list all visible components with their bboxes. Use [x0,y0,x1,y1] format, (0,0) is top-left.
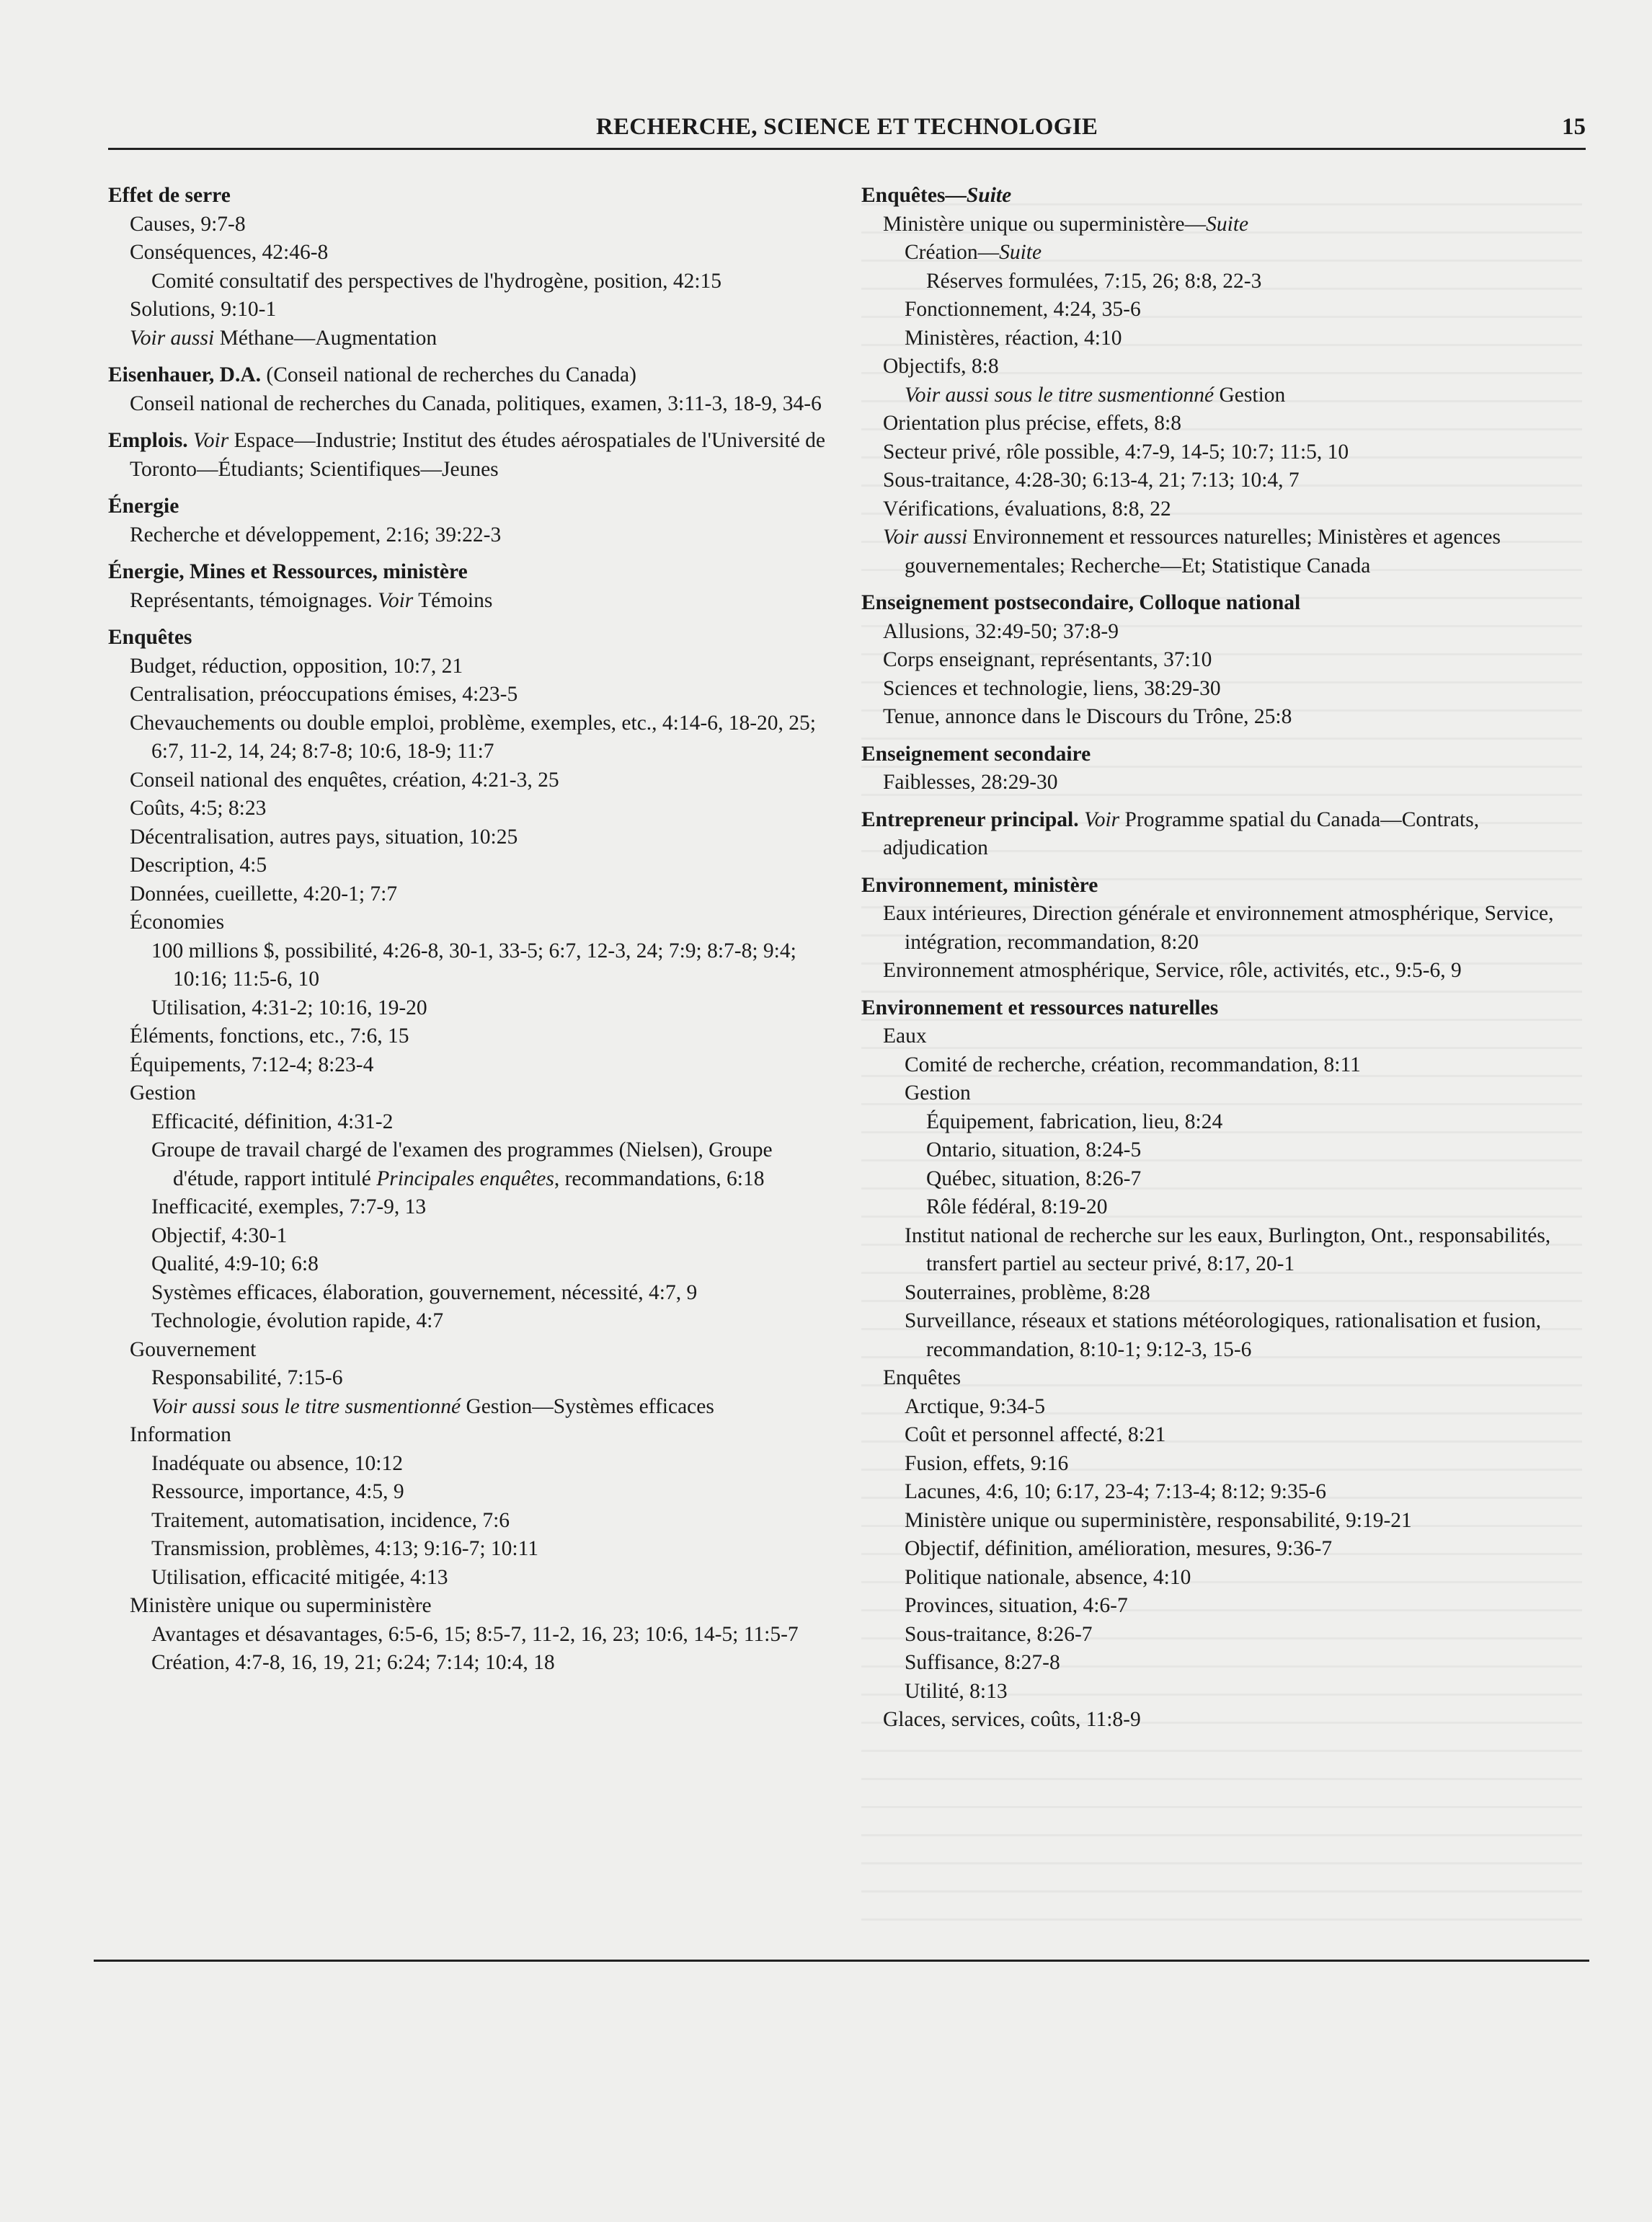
index-subentry-level-2 [861,1393,1589,1422]
footer-rule [94,1960,1589,1962]
heading-text: Enseignement postsecondaire, Colloque national [861,591,1301,614]
index-subentry-level-3 [861,1136,1589,1165]
index-subentry-level-1 [861,769,1589,797]
subentry-text: Décentralisation, autres pays, situation, 10:25 [130,825,518,849]
running-header [108,108,1586,151]
index-subentry-level-1 [108,324,829,353]
index-subentry-level-1 [108,880,829,909]
subentry-text: 100 millions $, possibilité, 4:26-8, 30-1, 33-5; 6:7, 12-3, 24; 7:9; 8:7-8; 9:4; 10:16; 11:5-6, 10 [151,939,796,991]
index-subentry-level-1 [861,675,1589,704]
index-subentry-level-1 [108,1336,829,1365]
subentry-text: Institut national de recherche sur les eaux, Burlington, Ont., responsabilités, transfert partiel au secteur privé, 8:17, 20-1 [905,1223,1551,1275]
subentry-text: Utilité, 8:13 [905,1679,1008,1703]
heading-text: Eisenhauer, D.A. [108,363,262,386]
index-subentry-level-1 [108,1421,829,1450]
heading-text: Enseignement secondaire [861,742,1091,766]
subentry-text: Fonctionnement, 4:24, 35-6 [905,298,1141,321]
index-subentry-level-1 [108,851,829,880]
subentry-text-tail: , recommandations, 6:18 [554,1167,765,1190]
index-subentry-level-1 [108,239,829,267]
index-subentry-level-1 [861,523,1589,580]
see-also-label: Voir aussi sous le titre susmentionné [905,383,1214,407]
index-column-left [108,182,829,1678]
subentry-text: Souterraines, problème, 8:28 [905,1280,1150,1304]
index-subentry-level-2 [108,937,829,994]
index-heading [108,558,829,587]
subentry-text: Inadéquate ou absence, 10:12 [151,1451,403,1475]
subentry-text: Glaces, services, coûts, 11:8-9 [883,1708,1141,1731]
subentry-text: Transmission, problèmes, 4:13; 9:16-7; 10:11 [151,1537,539,1560]
subentry-text: Gouvernement [130,1337,257,1361]
subentry-text: Arctique, 9:34-5 [905,1394,1045,1418]
index-subentry-level-1 [861,353,1589,381]
subentry-text: Ontario, situation, 8:24-5 [926,1138,1142,1161]
index-subentry-level-1 [108,1051,829,1080]
subentry-text: Gestion [905,1081,971,1105]
index-subentry-level-1 [108,766,829,795]
index-subentry-level-1 [861,1706,1589,1735]
subentry-text: Économies [130,911,225,934]
see-reference-label: Voir [193,429,229,452]
heading-text: Entrepreneur principal. [861,807,1079,831]
index-subentry-level-2 [108,1450,829,1479]
index-heading [861,994,1589,1023]
index-heading [861,589,1589,618]
index-subentry-level-2 [861,1535,1589,1564]
index-column-right [861,182,1589,1735]
index-subentry-level-2 [108,1364,829,1393]
subentry-text: Ministère unique ou superministère, responsabilité, 9:19-21 [905,1508,1412,1532]
subentry-text: Données, cueillette, 4:20-1; 7:7 [130,882,398,906]
index-subentry-level-1 [108,652,829,681]
index-subentry-level-2 [108,1222,829,1251]
index-subentry-level-1 [861,618,1589,647]
index-subentry-level-2 [861,1478,1589,1507]
see-also-label: Voir aussi [130,326,215,350]
subentry-text: Éléments, fonctions, etc., 7:6, 15 [130,1024,409,1048]
subentry-text: Politique nationale, absence, 4:10 [905,1565,1191,1589]
see-also-target: Gestion—Systèmes efficaces [461,1394,714,1418]
subentry-text: Ressource, importance, 4:5, 9 [151,1480,404,1503]
heading-qualifier: (Conseil national de recherches du Canada) [261,363,636,386]
subentry-text: Objectifs, 8:8 [883,355,999,378]
subentry-text: Efficacité, définition, 4:31-2 [151,1110,394,1133]
subentry-text: Surveillance, réseaux et stations météorologiques, rationalisation et fusion, recommandation, 8:10-1; 9:12-3, 15-6 [905,1309,1542,1361]
subentry-text: Objectif, définition, amélioration, mesures, 9:36-7 [905,1537,1333,1560]
index-subentry-level-2 [108,1193,829,1222]
subentry-text: Eaux [883,1024,927,1048]
subentry-text: Description, 4:5 [130,854,267,877]
see-reference-label: Voir [1083,807,1120,831]
index-subentry-level-2 [861,239,1589,267]
see-also-target: Environnement et ressources naturelles; Ministères et agences gouvernementales; Recherche—Et; Statistique Canada [905,526,1501,577]
subentry-text: Qualité, 4:9-10; 6:8 [151,1252,319,1275]
index-subentry-level-3 [861,1165,1589,1194]
index-subentry-level-1 [108,1592,829,1621]
subentry-text: Sciences et technologie, liens, 38:29-30 [883,676,1221,700]
index-subentry-level-1 [861,410,1589,438]
index-subentry-level-2 [861,1507,1589,1536]
subentry-text: Solutions, 9:10-1 [130,298,277,321]
heading-text: Enquêtes [108,626,192,649]
index-subentry-level-1 [861,703,1589,732]
heading-text: Énergie [108,495,179,518]
index-subentry-level-2 [861,1564,1589,1593]
subentry-text: Responsabilité, 7:15-6 [151,1366,343,1389]
index-subentry-level-1 [861,466,1589,495]
index-subentry-level-2 [861,296,1589,324]
subentry-text: Objectif, 4:30-1 [151,1223,288,1247]
index-subentry-level-1 [861,1022,1589,1051]
index-subentry-level-2 [861,1079,1589,1108]
index-subentry-level-2 [108,994,829,1023]
subentry-text: Ministères, réaction, 4:10 [905,326,1122,350]
subentry-text: Coûts, 4:5; 8:23 [130,797,267,820]
subentry-text: Allusions, 32:49-50; 37:8-9 [883,619,1119,643]
index-subentry-level-1 [108,681,829,709]
index-subentry-level-2 [108,1535,829,1564]
index-heading [108,182,829,211]
index-subentry-level-1 [108,211,829,239]
subentry-text: Comité de recherche, création, recommandation, 8:11 [905,1053,1361,1076]
index-subentry-level-3 [861,1193,1589,1222]
index-subentry-level-2 [108,1621,829,1650]
subentry-text: Québec, situation, 8:26-7 [926,1167,1142,1190]
subentry-text: Provinces, situation, 4:6-7 [905,1594,1128,1617]
see-reference-target: Témoins [413,588,493,612]
see-also-target: Gestion [1214,383,1286,407]
index-subentry-level-2 [108,1279,829,1308]
subentry-text: Comité consultatif des perspectives de l'hydrogène, position, 42:15 [151,269,722,293]
subentry-text: Traitement, automatisation, incidence, 7:6 [151,1508,510,1532]
index-subentry-level-1 [108,296,829,324]
page-number: 15 [1562,114,1586,140]
subentry-text: Sous-traitance, 8:26-7 [905,1622,1093,1646]
index-heading [108,624,829,652]
index-subentry-level-2 [108,1393,829,1422]
subentry-text: Création— [905,241,1000,264]
index-subentry-level-1 [861,646,1589,675]
subentry-text: Faiblesses, 28:29-30 [883,771,1058,794]
subentry-text: Information [130,1423,231,1446]
index-subentry-level-1 [861,1364,1589,1393]
index-subentry-level-3 [861,267,1589,296]
subentry-text: Inefficacité, exemples, 7:7-9, 13 [151,1195,427,1218]
subentry-text: Création, 4:7-8, 16, 19, 21; 6:24; 7:14; 10:4, 18 [151,1651,555,1674]
index-subentry-level-2 [861,1222,1589,1279]
subentry-text: Ministère unique ou superministère [130,1594,432,1617]
index-subentry-level-1 [108,390,829,419]
index-subentry-level-2 [108,1108,829,1137]
index-subentry-level-2 [861,1307,1589,1364]
index-subentry-level-2 [861,1649,1589,1678]
index-subentry-level-2 [861,1592,1589,1621]
see-reference-label: Voir [378,588,414,612]
index-subentry-level-1 [108,823,829,852]
index-subentry-level-1 [861,211,1589,239]
subentry-text: Équipement, fabrication, lieu, 8:24 [926,1110,1223,1133]
subentry-suite: Suite [999,241,1042,264]
index-subentry-level-1 [861,957,1589,986]
index-heading [861,806,1589,863]
index-subentry-level-2 [108,1507,829,1536]
subentry-text: Utilisation, efficacité mitigée, 4:13 [151,1565,448,1589]
subentry-text: Gestion [130,1081,196,1105]
subentry-text: Fusion, effets, 9:16 [905,1451,1069,1475]
heading-text: Emplois. [108,429,188,452]
index-subentry-level-2 [861,1051,1589,1080]
index-subentry-level-3 [861,1108,1589,1137]
header-rule [108,148,1586,150]
subentry-text: Ministère unique ou superministère— [883,212,1207,236]
subentry-text: Budget, réduction, opposition, 10:7, 21 [130,654,463,678]
subentry-suite: Suite [1206,212,1249,236]
index-subentry-level-2 [108,1478,829,1507]
subentry-text: Réserves formulées, 7:15, 26; 8:8, 22-3 [926,269,1262,293]
subentry-text: Secteur privé, rôle possible, 4:7-9, 14-5; 10:7; 11:5, 10 [883,440,1349,464]
index-subentry-level-1 [108,794,829,823]
index-subentry-level-2 [861,381,1589,410]
index-subentry-level-2 [861,1450,1589,1479]
index-subentry-level-1 [861,438,1589,467]
subentry-text: Utilisation, 4:31-2; 10:16, 19-20 [151,996,427,1019]
index-subentry-level-2 [108,1136,829,1193]
index-subentry-level-1 [108,1022,829,1051]
index-heading [108,492,829,521]
subentry-italic-title: Principales enquêtes [376,1167,554,1190]
index-subentry-level-2 [861,1621,1589,1650]
heading-suite: Suite [966,184,1012,207]
index-heading [861,182,1589,211]
subentry-text: Rôle fédéral, 8:19-20 [926,1195,1108,1218]
see-also-label: Voir aussi [883,526,968,549]
see-reference-target: Programme spatial du Canada—Contrats, adjudication [883,807,1480,859]
subentry-text: Sous-traitance, 4:28-30; 6:13-4, 21; 7:13; 10:4, 7 [883,469,1300,492]
subentry-text: Corps enseignant, représentants, 37:10 [883,648,1212,671]
index-subentry-level-1 [108,587,829,616]
heading-text: Enquêtes— [861,184,967,207]
index-subentry-level-2 [861,1678,1589,1707]
subentry-text: Orientation plus précise, effets, 8:8 [883,412,1181,435]
index-subentry-level-1 [108,1079,829,1108]
subentry-text: Vérifications, évaluations, 8:8, 22 [883,497,1171,521]
index-subentry-level-1 [861,495,1589,524]
heading-text: Énergie, Mines et Ressources, ministère [108,560,468,583]
index-subentry-level-2 [861,1421,1589,1450]
subentry-text: Tenue, annonce dans le Discours du Trône, 25:8 [883,705,1292,728]
index-subentry-level-2 [108,1649,829,1678]
index-subentry-level-1 [108,521,829,550]
subentry-text: Enquêtes [883,1366,962,1389]
page-title: RECHERCHE, SCIENCE ET TECHNOLOGIE [595,114,1098,140]
subentry-text: Équipements, 7:12-4; 8:23-4 [130,1053,374,1076]
index-subentry-level-1 [108,908,829,937]
index-subentry-level-1 [861,900,1589,957]
index-subentry-level-2 [861,324,1589,353]
heading-text: Environnement, ministère [861,873,1098,897]
see-reference-target: Espace—Industrie; Institut des études aérospatiales de l'Université de Toronto—Étudiants; Scientifiques—Jeunes [130,429,826,481]
index-heading [108,361,829,390]
subentry-text: Conseil national de recherches du Canada, politiques, examen, 3:11-3, 18-9, 34-6 [130,391,822,415]
index-heading [861,872,1589,900]
subentry-text: Représentants, témoignages. [130,588,373,612]
subentry-text: Conseil national des enquêtes, création, 4:21-3, 25 [130,768,559,792]
subentry-text: Centralisation, préoccupations émises, 4:23-5 [130,683,518,706]
index-subentry-level-2 [861,1279,1589,1308]
subentry-text: Suffisance, 8:27-8 [905,1651,1060,1674]
index-heading [108,427,829,484]
subentry-text: Systèmes efficaces, élaboration, gouvernement, nécessité, 4:7, 9 [151,1280,698,1304]
index-heading [861,740,1589,769]
subentry-text: Conséquences, 42:46-8 [130,241,329,264]
index-subentry-level-2 [108,1564,829,1593]
see-also-target: Méthane—Augmentation [214,326,438,350]
subentry-text: Groupe de travail chargé de l'examen des programmes (Nielsen), Groupe d'étude, rapport intitulé [151,1138,773,1190]
index-subentry-level-2 [108,1250,829,1279]
subentry-text: Recherche et développement, 2:16; 39:22-3 [130,523,502,546]
subentry-text: Avantages et désavantages, 6:5-6, 15; 8:5-7, 11-2, 16, 23; 10:6, 14-5; 11:5-7 [151,1622,799,1646]
subentry-text: Causes, 9:7-8 [130,212,246,236]
subentry-text: Eaux intérieures, Direction générale et environnement atmosphérique, Service, intégration, recommandation, 8:20 [883,902,1554,954]
heading-text: Environnement et ressources naturelles [861,996,1219,1019]
subentry-text: Environnement atmosphérique, Service, rôle, activités, etc., 9:5-6, 9 [883,959,1462,982]
index-subentry-level-1 [108,709,829,766]
subentry-text: Technologie, évolution rapide, 4:7 [151,1309,444,1332]
subentry-text: Coût et personnel affecté, 8:21 [905,1423,1166,1446]
index-subentry-level-2 [108,1307,829,1336]
index-subentry-level-2 [108,267,829,296]
subentry-text: Lacunes, 4:6, 10; 6:17, 23-4; 7:13-4; 8:12; 9:35-6 [905,1480,1327,1503]
see-also-label: Voir aussi sous le titre susmentionné [151,1394,461,1418]
subentry-text: Chevauchements ou double emploi, problème, exemples, etc., 4:14-6, 18-20, 25; 6:7, 11-2, 14, 24; 8:7-8; 10:6, 18-9; 11:7 [130,711,816,763]
heading-text: Effet de serre [108,184,231,207]
